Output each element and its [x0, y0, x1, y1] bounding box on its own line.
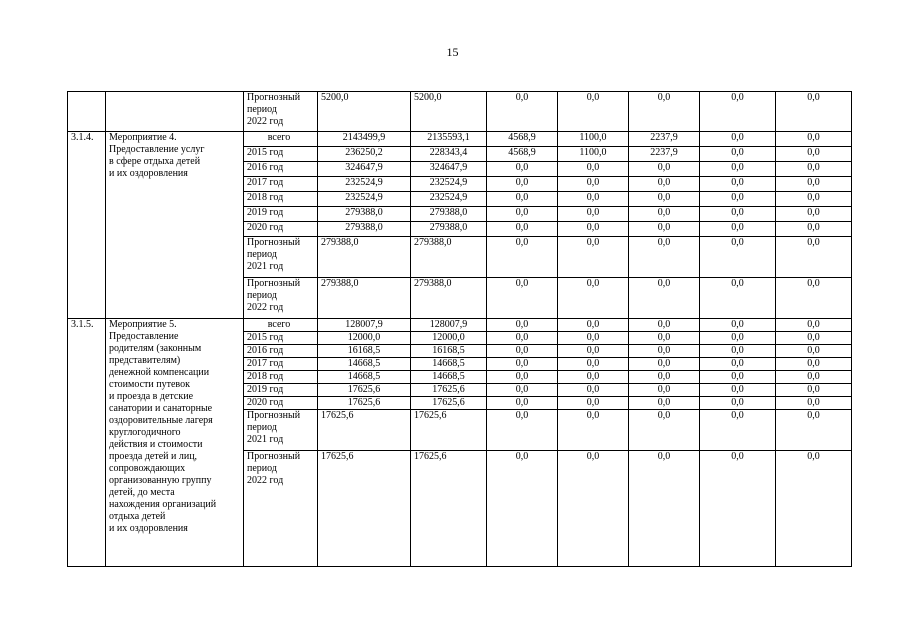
value-total: 128007,9	[318, 319, 411, 332]
value-cell: 0,0	[558, 397, 629, 410]
value-cell: 0,0	[776, 358, 852, 371]
value-cell: 0,0	[776, 192, 852, 207]
measure-name: Мероприятие 4. Предоставление услуг в сфере отдыха детей и их оздоровления	[106, 132, 244, 319]
table-row	[68, 92, 852, 132]
period-cell: 2017 год	[244, 358, 318, 371]
value-cell: 0,0	[776, 162, 852, 177]
value-cell: 0,0	[776, 222, 852, 237]
value-cell: 0,0	[558, 410, 629, 451]
value-cell: 0,0	[558, 222, 629, 237]
value-cell: 0,0	[700, 332, 776, 345]
value-cell: 0,0	[776, 345, 852, 358]
value-cell: 324647,9	[411, 162, 487, 177]
value-cell: 0,0	[487, 451, 558, 567]
value-cell: 279388,0	[411, 222, 487, 237]
value-cell: 279388,0	[411, 237, 487, 278]
value-cell: 0,0	[700, 384, 776, 397]
value-cell: 0,0	[629, 410, 700, 451]
value-cell: 128007,9	[411, 319, 487, 332]
value-cell: 0,0	[629, 332, 700, 345]
value-cell: 228343,4	[411, 147, 487, 162]
value-cell: 0,0	[558, 207, 629, 222]
value-cell: 0,0	[700, 410, 776, 451]
value-cell: 16168,5	[411, 345, 487, 358]
value-cell: 0,0	[776, 384, 852, 397]
value-cell: 0,0	[776, 451, 852, 567]
value-total: 279388,0	[318, 278, 411, 319]
value-cell: 0,0	[629, 278, 700, 319]
value-cell: 0,0	[629, 451, 700, 567]
value-cell: 232524,9	[411, 192, 487, 207]
value-cell: 0,0	[700, 319, 776, 332]
value-cell: 0,0	[776, 278, 852, 319]
value-cell: 5200,0	[411, 92, 487, 132]
value-cell: 0,0	[629, 319, 700, 332]
value-total: 324647,9	[318, 162, 411, 177]
value-cell: 17625,6	[411, 397, 487, 410]
value-cell: 0,0	[700, 207, 776, 222]
value-cell: 14668,5	[411, 358, 487, 371]
value-cell: 0,0	[776, 410, 852, 451]
value-cell: 0,0	[700, 397, 776, 410]
measure-number: 3.1.4.	[68, 132, 106, 319]
period-cell: 2018 год	[244, 192, 318, 207]
value-cell: 4568,9	[487, 132, 558, 147]
value-total: 17625,6	[318, 397, 411, 410]
period-cell: 2015 год	[244, 332, 318, 345]
measure-name: Мероприятие 5. Предоставление родителям (законным представителям) денежной компенсации стоимости путевок и проезда в детские санатории и санаторные оздоровительные лагеря круглогодичного действия и стоимости проезда детей и лиц, сопровождающих организованную группу детей, до места нахождения организаций отдыха детей и их оздоровления	[106, 319, 244, 567]
value-cell: 0,0	[776, 177, 852, 192]
value-total: 17625,6	[318, 410, 411, 451]
value-cell: 279388,0	[411, 207, 487, 222]
value-cell: 0,0	[629, 384, 700, 397]
period-cell: всего	[244, 319, 318, 332]
period-cell: 2019 год	[244, 207, 318, 222]
table-row	[68, 319, 852, 332]
value-cell: 0,0	[487, 358, 558, 371]
value-cell: 0,0	[776, 319, 852, 332]
value-cell: 0,0	[700, 147, 776, 162]
value-cell: 0,0	[629, 397, 700, 410]
value-total: 236250,2	[318, 147, 411, 162]
value-cell: 0,0	[558, 451, 629, 567]
value-cell: 0,0	[629, 207, 700, 222]
value-total: 14668,5	[318, 358, 411, 371]
value-total: 232524,9	[318, 192, 411, 207]
value-total: 2143499,9	[318, 132, 411, 147]
value-cell: 0,0	[487, 410, 558, 451]
value-cell: 0,0	[629, 177, 700, 192]
value-cell: 0,0	[629, 222, 700, 237]
period-cell: 2018 год	[244, 371, 318, 384]
period-cell: 2020 год	[244, 222, 318, 237]
value-total: 12000,0	[318, 332, 411, 345]
value-cell: 0,0	[487, 207, 558, 222]
value-cell: 0,0	[487, 319, 558, 332]
value-cell: 0,0	[776, 132, 852, 147]
value-cell: 0,0	[487, 371, 558, 384]
value-cell: 0,0	[700, 92, 776, 132]
value-cell: 17625,6	[411, 410, 487, 451]
value-cell: 279388,0	[411, 278, 487, 319]
value-cell: 0,0	[700, 222, 776, 237]
value-cell: 0,0	[700, 132, 776, 147]
value-cell: 0,0	[700, 345, 776, 358]
value-cell: 0,0	[700, 371, 776, 384]
value-cell: 0,0	[629, 162, 700, 177]
period-cell: Прогнозный период 2022 год	[244, 92, 318, 132]
value-cell: 0,0	[558, 384, 629, 397]
value-cell: 0,0	[487, 384, 558, 397]
value-cell: 0,0	[776, 147, 852, 162]
value-cell: 0,0	[558, 162, 629, 177]
period-cell: Прогнозный период 2021 год	[244, 237, 318, 278]
value-cell: 1100,0	[558, 147, 629, 162]
period-cell: 2020 год	[244, 397, 318, 410]
period-cell: 2016 год	[244, 162, 318, 177]
value-cell: 0,0	[487, 177, 558, 192]
value-total: 279388,0	[318, 237, 411, 278]
value-cell: 0,0	[700, 237, 776, 278]
value-cell: 0,0	[776, 371, 852, 384]
period-cell: 2015 год	[244, 147, 318, 162]
value-cell: 0,0	[776, 92, 852, 132]
value-cell: 2237,9	[629, 132, 700, 147]
value-total: 14668,5	[318, 371, 411, 384]
value-cell: 0,0	[487, 92, 558, 132]
value-cell: 0,0	[558, 177, 629, 192]
value-cell: 0,0	[487, 222, 558, 237]
value-cell: 0,0	[700, 162, 776, 177]
value-cell: 0,0	[700, 192, 776, 207]
value-total: 16168,5	[318, 345, 411, 358]
value-cell: 17625,6	[411, 451, 487, 567]
value-cell: 232524,9	[411, 177, 487, 192]
value-cell: 0,0	[700, 451, 776, 567]
value-total: 17625,6	[318, 384, 411, 397]
value-cell: 14668,5	[411, 371, 487, 384]
value-cell: 0,0	[700, 358, 776, 371]
value-cell: 17625,6	[411, 384, 487, 397]
value-cell: 0,0	[558, 92, 629, 132]
value-total: 232524,9	[318, 177, 411, 192]
value-cell: 0,0	[629, 192, 700, 207]
value-cell: 2237,9	[629, 147, 700, 162]
value-cell: 0,0	[776, 207, 852, 222]
value-cell: 12000,0	[411, 332, 487, 345]
value-cell: 0,0	[700, 278, 776, 319]
value-cell: 0,0	[776, 397, 852, 410]
value-cell: 0,0	[776, 332, 852, 345]
value-cell: 0,0	[776, 237, 852, 278]
value-total: 5200,0	[318, 92, 411, 132]
budget-table	[67, 91, 852, 567]
value-cell: 0,0	[558, 371, 629, 384]
period-cell: всего	[244, 132, 318, 147]
value-cell: 0,0	[487, 237, 558, 278]
number-cell	[68, 92, 106, 132]
table-body	[68, 92, 852, 567]
measure-number: 3.1.5.	[68, 319, 106, 567]
period-cell: 2019 год	[244, 384, 318, 397]
period-cell: Прогнозный период 2022 год	[244, 451, 318, 567]
value-cell: 0,0	[700, 177, 776, 192]
value-cell: 0,0	[629, 358, 700, 371]
value-cell: 0,0	[558, 192, 629, 207]
period-cell: 2017 год	[244, 177, 318, 192]
value-cell: 1100,0	[558, 132, 629, 147]
page-number: 15	[446, 45, 459, 59]
value-total: 279388,0	[318, 222, 411, 237]
period-cell: 2016 год	[244, 345, 318, 358]
value-total: 17625,6	[318, 451, 411, 567]
value-cell: 0,0	[487, 345, 558, 358]
value-cell: 0,0	[487, 162, 558, 177]
value-cell: 0,0	[629, 371, 700, 384]
value-cell: 2135593,1	[411, 132, 487, 147]
value-cell: 4568,9	[487, 147, 558, 162]
name-cell	[106, 92, 244, 132]
value-cell: 0,0	[558, 278, 629, 319]
value-cell: 0,0	[629, 237, 700, 278]
value-cell: 0,0	[487, 278, 558, 319]
value-cell: 0,0	[558, 358, 629, 371]
value-cell: 0,0	[558, 319, 629, 332]
value-cell: 0,0	[629, 345, 700, 358]
value-cell: 0,0	[558, 237, 629, 278]
value-cell: 0,0	[487, 332, 558, 345]
value-total: 279388,0	[318, 207, 411, 222]
period-cell: Прогнозный период 2022 год	[244, 278, 318, 319]
value-cell: 0,0	[629, 92, 700, 132]
period-cell: Прогнозный период 2021 год	[244, 410, 318, 451]
value-cell: 0,0	[487, 192, 558, 207]
value-cell: 0,0	[558, 332, 629, 345]
value-cell: 0,0	[558, 345, 629, 358]
table-row	[68, 132, 852, 147]
value-cell: 0,0	[487, 397, 558, 410]
